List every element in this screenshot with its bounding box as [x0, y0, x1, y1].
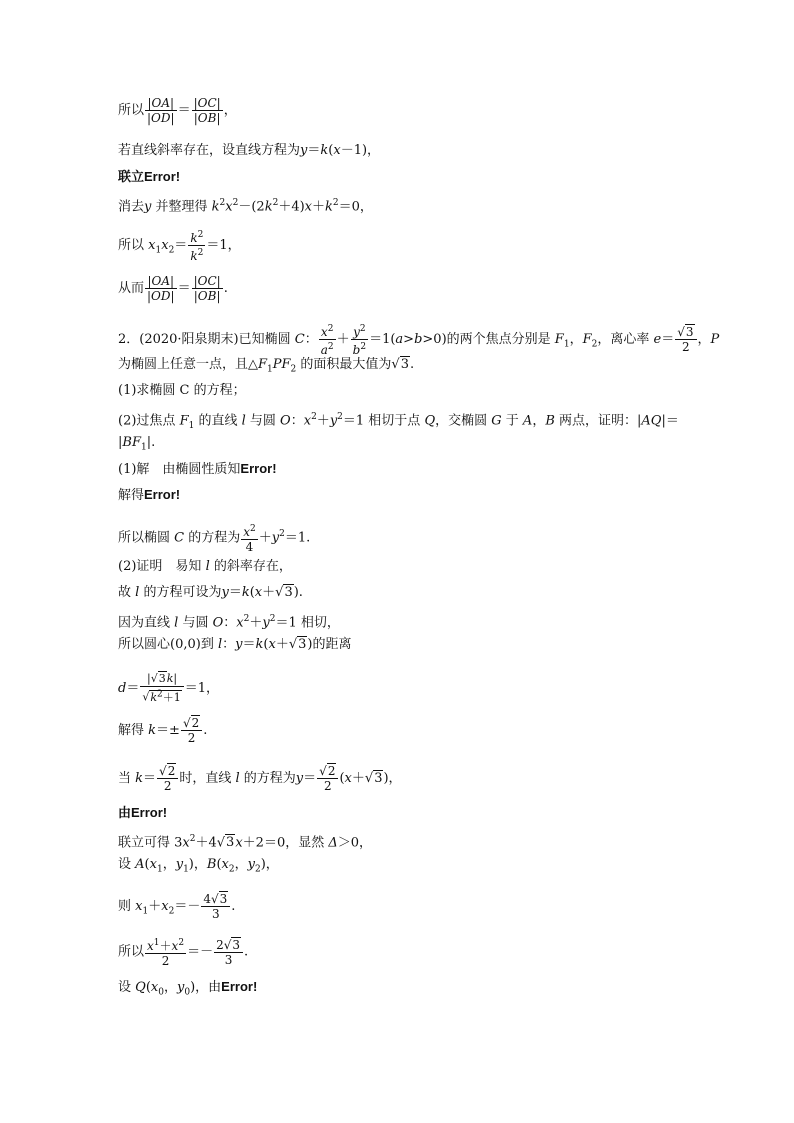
text: ＝1，	[206, 238, 241, 253]
fraction: $\frac{x^2}{4}$	[243, 524, 256, 554]
error-text: Error!	[131, 805, 168, 820]
text: 则	[118, 899, 136, 914]
fraction: $\frac{x^2}{a^2}$	[320, 324, 334, 357]
text: ：	[222, 637, 236, 652]
from-system	[118, 804, 167, 823]
text: C	[294, 332, 305, 347]
fraction: $\frac{y^2}{b^2}$	[352, 324, 367, 357]
solution-1-line-2	[118, 486, 180, 505]
tangent-statement: 因为直线 l 与圆 O：$x^2+y^2=1$ 相切，	[118, 614, 340, 631]
text: ＋2＝0，显然	[242, 835, 329, 851]
fraction: $\frac{4√3}{3}$	[201, 892, 230, 921]
fraction: $\frac{√2}{2}$	[181, 716, 202, 745]
fraction: $\frac{|OA|}{|OD|}$	[147, 96, 175, 125]
text: 消去	[118, 199, 145, 215]
fraction: $\frac{|OA|}{|OD|}$	[147, 274, 175, 303]
text: ，由	[195, 980, 222, 995]
text: ＝	[665, 413, 679, 429]
fraction: $\frac{√2}{2}$	[157, 764, 178, 793]
text: 因为直线	[118, 615, 175, 631]
text: (2)证明 易知	[118, 559, 206, 574]
error-text: Error!	[144, 487, 181, 502]
text: )的两个焦点分别是	[441, 332, 555, 347]
text: 当	[118, 771, 136, 786]
points-ab: 设 $A(x_1$，$y_1$)，$B(x_2$，$y_2$)，	[118, 857, 279, 875]
when-k: 当 k＝ $\frac{√2}{2}$ 时，直线 l 的方程为y＝ $\frac{√2}{2}$ (x＋√3)，	[118, 764, 402, 793]
solve-k: 解得 k＝± $\frac{√2}{2}$ .	[118, 716, 208, 745]
distance-statement: 所以圆心(0,0)到 l：y＝k(x＋√3)的距离	[118, 637, 352, 652]
line-ratio-2: 从而 $\frac{|OA|}{|OD|}$ ＝ $\frac{|OC|}{|OB|}$ .	[118, 274, 228, 303]
text: ＝1，	[184, 680, 220, 696]
text: 的方程可设为	[139, 585, 222, 600]
question-2-line-1: (2)过焦点 $F_1$ 的直线 l 与圆 O：$x^2+y^2=1$ 相切于点 Q，交椭圆 G 于 A，B 两点，证明：|AQ|＝	[118, 412, 679, 431]
text: 由	[118, 805, 132, 820]
text: 的方程为	[239, 771, 296, 786]
text: 所以椭圆	[118, 530, 175, 546]
error-text: Error!	[240, 461, 277, 476]
midpoint: 所以 $\frac{x^1+x^2}{2}$ ＝－ $\frac{2√3}{3}$ .	[118, 937, 249, 968]
text: ，交椭圆	[435, 413, 492, 429]
text: 与圆	[245, 413, 281, 429]
problem-2-line-1: 2．(2020·阳泉期末)已知椭圆 C： $\frac{x^2}{a^2}$ ＋ $\frac{y^2}{b^2}$ ＝1(a>b>0)的两个焦点分别是 $F_1$，$F_2$，离心率 e＝ $\frac{√3}{2}$ ，P	[118, 324, 720, 357]
fraction: $\frac{|OC|}{|OB|}$	[193, 96, 221, 125]
text: 所以	[118, 103, 145, 118]
text: 的直线	[194, 413, 242, 429]
text: 时，直线	[179, 771, 236, 786]
text: ＝1.	[284, 530, 311, 546]
text: 2．(2020·阳泉期末)已知椭圆	[118, 332, 295, 347]
sum-roots: 则 $x_1+x_2=-$ $\frac{4√3}{3}$ .	[118, 892, 236, 921]
text: ＝0，	[338, 199, 373, 215]
line-eliminate: 消去y 并整理得 $k^2x^2-(2k^2+4)x+k^2=0$，	[118, 198, 373, 215]
text: 设	[118, 980, 136, 995]
text: ：	[290, 413, 304, 429]
fraction: $\frac{|OC|}{|OB|}$	[193, 274, 221, 303]
fraction: $\frac{√2}{2}$	[317, 764, 338, 793]
text: 的面积最大值为	[296, 357, 392, 372]
fraction: $\frac{√3}{2}$	[675, 325, 696, 354]
text: 并整理得	[151, 199, 212, 215]
text: 的斜率存在，	[209, 559, 292, 574]
text: 若直线斜率存在，设直线方程为	[118, 143, 301, 158]
text: 的方程为	[184, 530, 241, 546]
line-slope: 若直线斜率存在，设直线方程为y＝k(x－1)，	[118, 143, 381, 158]
text: 的距离	[312, 637, 352, 652]
text: 于	[501, 413, 523, 429]
text: 解得	[118, 723, 149, 738]
fraction: $\frac{2√3}{3}$	[214, 938, 243, 967]
text: 联立	[118, 169, 145, 184]
error-text: Error!	[144, 169, 181, 184]
question-1	[118, 382, 246, 400]
solution-1-line-1	[118, 460, 277, 479]
text: 设	[118, 857, 136, 872]
error-text: Error!	[221, 979, 258, 994]
question-2-line-2: $|BF_1|$.	[118, 435, 156, 453]
text: 所以	[118, 944, 145, 960]
ellipse-equation: 所以椭圆 C 的方程为 $\frac{x^2}{4}$ $+y^2=1$.	[118, 524, 311, 554]
text: 故	[118, 585, 136, 600]
text: 解得	[118, 488, 145, 503]
text: ＝1(	[369, 332, 396, 347]
text: ，	[697, 332, 711, 347]
text: ＝1 相切于点	[342, 413, 425, 429]
fraction: $\frac{k^2}{k^2}$	[190, 230, 204, 263]
text: 联立可得 3	[118, 835, 183, 851]
line-equation: 故 l 的方程可设为y＝k(x＋√3).	[118, 585, 303, 600]
text: 从而	[118, 281, 145, 296]
text: (1)求椭圆 C 的方程；	[118, 383, 246, 398]
text: ＝1 相切，	[275, 615, 340, 631]
problem-2-line-2: 为椭圆上任意一点，且$\triangle F_1PF_2$ 的面积最大值为√3.	[118, 357, 415, 375]
text: 为椭圆上任意一点，且△	[118, 357, 258, 372]
fraction: $\frac{|√3k|}{√k^2+1}$	[140, 672, 183, 705]
text: 所以圆心(0,0)到	[118, 637, 218, 652]
line-product: 所以 $x_1x_2=$ $\frac{k^2}{k^2}$ ＝1，	[118, 230, 241, 263]
solution-2-line-1: (2)证明 易知 l 的斜率存在，	[118, 559, 292, 574]
text: ＞0，	[337, 835, 373, 851]
fraction: $\frac{x^1+x^2}{2}$	[147, 938, 185, 968]
text: 与圆	[178, 615, 213, 631]
line-join	[118, 168, 180, 187]
text: ，离心率	[597, 332, 654, 347]
point-q: 设 $Q(x_0$，$y_0$)，由Error!	[118, 979, 258, 998]
text: 两点，证明：	[554, 413, 638, 429]
text: 所以	[118, 238, 149, 253]
distance-formula: d＝ $\frac{|√3k|}{√k^2+1}$ ＝1，	[118, 672, 220, 704]
text: (1)解 由椭圆性质知	[118, 462, 241, 477]
text: ：	[304, 332, 318, 347]
line-ratio-1: 所以 $\frac{|OA|}{|OD|}$ ＝ $\frac{|OC|}{|OB|}$ ，	[118, 96, 237, 125]
quadratic: 联立可得 $3x^2+4√3x+2=0$，显然 Δ＞0，	[118, 834, 373, 851]
text: (2)过焦点	[118, 413, 180, 429]
